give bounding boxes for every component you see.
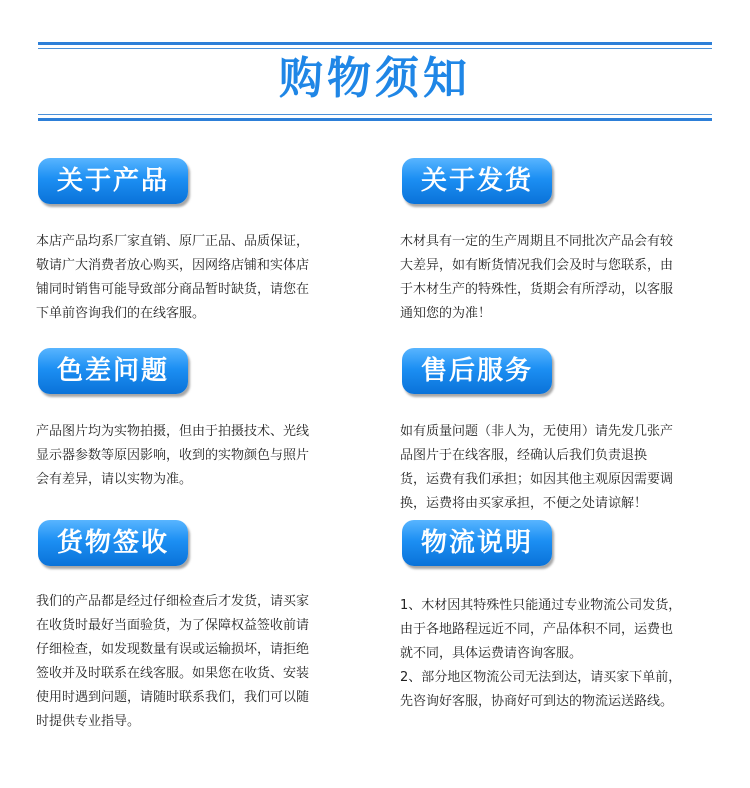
section-text-logistics: 1、木材因其特殊性只能通过专业物流公司发货， 由于各地路程远近不同，产品体积不同，运费也 就不同，具体运费请咨询客服。 2、部分地区物流公司无法到达，请买家下单前， 先咨询好客服，协商好可到达的物流运送路线。 bbox=[400, 598, 682, 709]
page-title: 购物须知 bbox=[279, 53, 471, 104]
section-text-products: 本店产品均系厂家直销、原厂正品、品质保证， 敬请广大消费者放心购买，因网络店铺和实体店 铺同时销售可能导致部分商品暂时缺货，请您在 下单前咨询我们的在线客服。 bbox=[36, 234, 310, 321]
section-text-color-difference: 产品图片均为实物拍摄，但由于拍摄技术、光线 显示器参数等原因影响，收到的实物颜色与照片 会有差异，请以实物为准。 bbox=[36, 424, 310, 487]
section-text-receipt: 我们的产品都是经过仔细检查后才发货，请买家 在收货时最好当面验货，为了保障权益签收前请 仔细检查，如发现数量有误或运输损坏，请拒绝 签收并及时联系在线客服。如果您在收货、安装 使用时遇到问题，请随时联系我们，我们可以随 时提供专业指导。 bbox=[36, 594, 310, 729]
section-text-shipping: 木材具有一定的生产周期且不同批次产品会有较 大差异，如有断货情况我们会及时与您联系，由 于木材生产的特殊性，货期会有所浮动，以客服 通知您的为准！ bbox=[400, 234, 674, 321]
section-text-after-sales: 如有质量问题（非人为，无使用）请先发几张产 品图片于在线客服，经确认后我们负责退换 货，运费有我们承担；如因其他主观原因需要调 换，运费将由买家承担，不便之处请谅解！ bbox=[400, 424, 674, 511]
section-badge-receipt: 货物签收 bbox=[38, 520, 188, 566]
section-badge-products: 关于产品 bbox=[38, 158, 188, 204]
section-badge-shipping: 关于发货 bbox=[402, 158, 552, 204]
header-rule-top-thick bbox=[38, 42, 712, 45]
section-badge-logistics: 物流说明 bbox=[402, 520, 552, 566]
section-badge-color-difference: 色差问题 bbox=[38, 348, 188, 394]
section-badge-after-sales: 售后服务 bbox=[402, 348, 552, 394]
header-rule-bottom-thick bbox=[38, 118, 712, 121]
header-rule-bottom-thin bbox=[38, 114, 712, 115]
